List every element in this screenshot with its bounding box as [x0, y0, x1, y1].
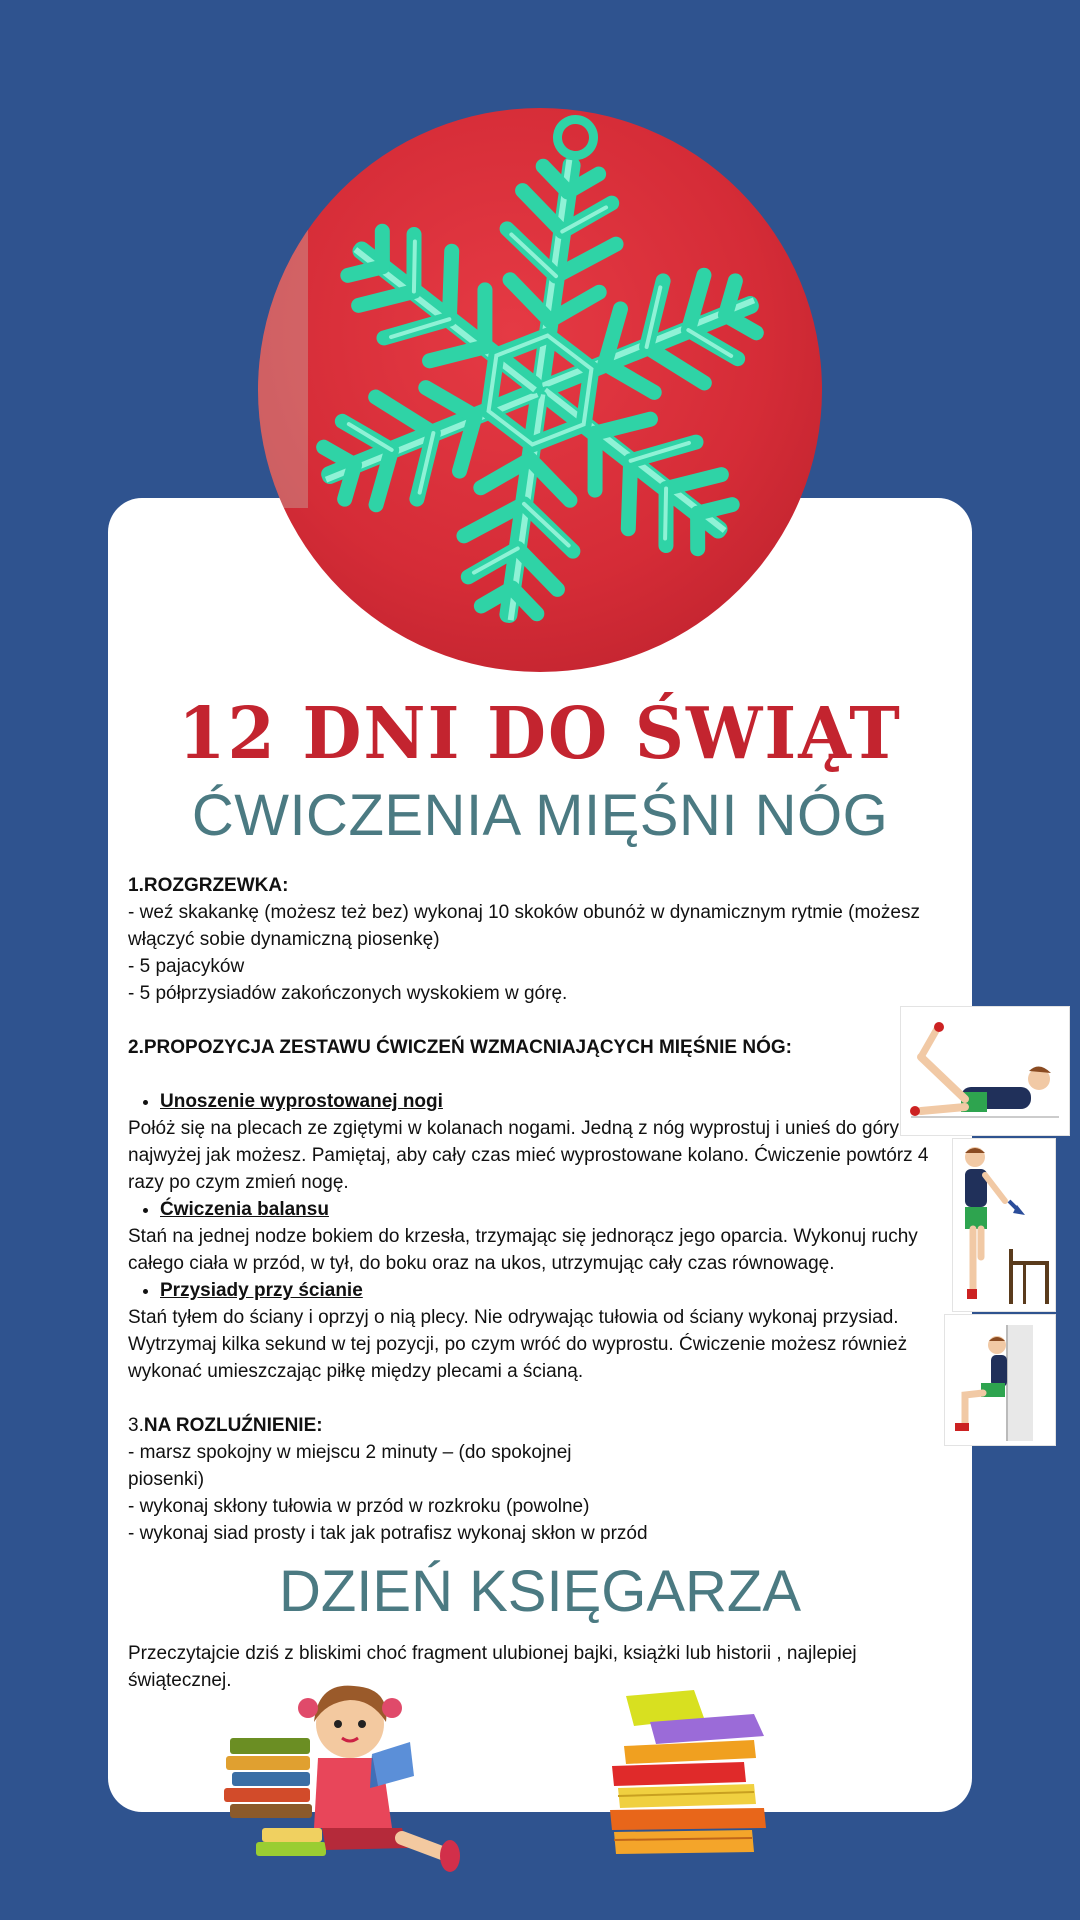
- exercise-name: • Przysiady przy ścianie: [160, 1277, 958, 1304]
- relax-line: - marsz spokojny w miejscu 2 minuty – (do spokojnej: [128, 1442, 572, 1463]
- relax-line: piosenki): [128, 1469, 205, 1490]
- wall-squat-illustration: [944, 1314, 1056, 1446]
- exercise-name: • Unoszenie wyprostowanej nogi: [160, 1088, 958, 1115]
- leg-raise-illustration: [900, 1006, 1070, 1136]
- relax-line: - wykonaj skłony tułowia w przód w rozkroku (powolne): [128, 1496, 590, 1517]
- girl-reading-illustration: [222, 1678, 462, 1878]
- page-title: 12 DNI DO ŚWIĄT: [178, 692, 902, 776]
- relax-line: - wykonaj siad prosty i tak jak potrafisz wykonaj skłon w przód: [128, 1523, 648, 1544]
- balance-illustration: [952, 1138, 1056, 1312]
- warmup-line: - 5 pajacyków: [128, 956, 245, 977]
- page-subtitle: ĆWICZENIA MIĘŚNI NÓG: [191, 783, 889, 848]
- snowflake-ornament-image: [258, 108, 822, 672]
- warmup-line: - 5 półprzysiadów zakończonych wyskokiem w górę.: [128, 983, 568, 1004]
- section-warmup-heading: 1.ROZGRZEWKA:: [128, 875, 289, 896]
- exercise-description: Stań tyłem do ściany i oprzyj o nią plecy. Nie odrywając tułowia od ściany wykonaj przysiad. Wytrzymaj kilka sekund w tej pozycji, po czym wróć do wyprostu. Ćwiczenie możesz również wykonać umieszczając piłkę między plecami a ścianą.: [128, 1307, 908, 1382]
- exercise-name: • Ćwiczenia balansu: [160, 1196, 958, 1223]
- exercise-description: Stań na jednej nodze bokiem do krzesła, trzymając się jednorącz jego oparcia. Wykonuj ruchy całego ciała w przód, w tył, do boku oraz na ukos, utrzymując cały czas równowagę.: [128, 1226, 918, 1274]
- bookseller-day-text: Przeczytajcie dziś z bliskimi choć fragment ulubionej bajki, książki lub historii , najlepiej świątecznej.: [128, 1643, 857, 1691]
- exercise-list: [128, 1088, 958, 1115]
- section-exercises-heading: 2.PROPOZYCJA ZESTAWU ĆWICZEŃ WZMACNIAJĄCYCH MIĘŚNIE NÓG:: [128, 1037, 792, 1058]
- exercise-description: Połóż się na plecach ze zgiętymi w kolanach nogami. Jedną z nóg wyprostuj i unieś do góry najwyżej jak możesz. Pamiętaj, aby cały czas mieć wyprostowane kolano. Ćwiczenie powtórz 4 razy po czym zmień nogę.: [128, 1118, 929, 1193]
- bookseller-day-title: DZIEŃ KSIĘGARZA: [278, 1559, 802, 1624]
- warmup-line: - weź skakankę (możesz też bez) wykonaj 10 skoków obunóż w dynamicznym rytmie (możesz włączyć sobie dynamiczną piosenkę): [128, 902, 920, 950]
- exercise-instructions: [128, 872, 958, 1547]
- section-relax-heading: 3.NA ROZLUŹNIENIE:: [128, 1415, 323, 1436]
- book-stack-illustration: [604, 1688, 774, 1878]
